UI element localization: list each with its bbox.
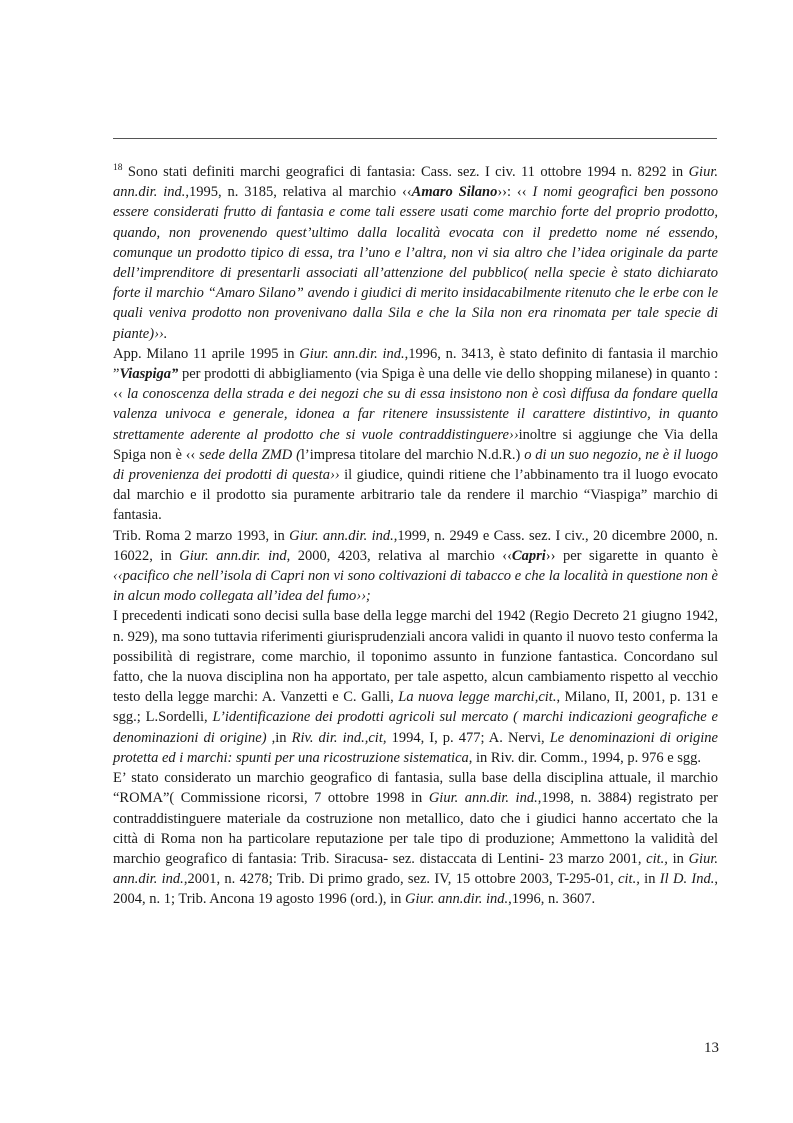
text-run: ‹‹pacifico che nell’isola di Capri non vi sono coltivazioni di tabacco e che la località in questione non è in alcun modo collegata all’idea del fumo››; bbox=[113, 568, 718, 605]
footnote-separator-rule bbox=[113, 138, 717, 139]
text-run: inoltre si aggiunge che Via della Spiga non è ‹‹ bbox=[113, 426, 718, 463]
text-run: E’ stato considerato un marchio geografico di fantasia, sulla base della disciplina attuale, il marchio “ROMA”( Commissione ricorsi, 7 ottobre 1998 in bbox=[113, 770, 718, 807]
text-run: ,in bbox=[271, 729, 292, 746]
text-run: cit., bbox=[646, 850, 668, 867]
text-run: Riv. dir. ind.,cit, bbox=[291, 729, 387, 746]
text-run: Giur. ann.dir. ind. bbox=[289, 527, 394, 544]
page-number: 13 bbox=[704, 1040, 719, 1056]
text-run: sede della ZMD ( bbox=[199, 446, 301, 463]
text-run: Capri bbox=[511, 547, 546, 564]
text-run: ›› per sigarette in quanto è bbox=[545, 547, 718, 564]
text-run: in bbox=[639, 871, 660, 888]
footnote-number: 18 bbox=[113, 163, 123, 174]
footnote-paragraph bbox=[113, 344, 718, 526]
text-run: , in Riv. dir. Comm., 1994, p. 976 e sgg. bbox=[468, 749, 702, 766]
text-run: Amaro Silano bbox=[411, 184, 498, 201]
text-run: Il D. Ind. bbox=[659, 871, 715, 888]
text-run: Giur. ann.dir. ind. bbox=[405, 891, 509, 908]
text-run: Giur. ann.dir. ind. bbox=[428, 790, 538, 807]
text-run: ,2001, n. 4278; Trib. Di primo grado, sez. IV, 15 ottobre 2003, T-295-01, bbox=[183, 871, 619, 888]
text-run: Viaspiga” bbox=[119, 366, 179, 383]
text-run: Le denominazioni di origine protetta ed i marchi: spunti per una ricostruzione sistematica bbox=[113, 729, 718, 766]
text-run: cit., bbox=[618, 871, 640, 888]
text-run: Giur. ann.dir. ind. bbox=[299, 345, 405, 362]
text-run: La nuova legge marchi,cit. bbox=[398, 689, 557, 706]
text-run: 2000, 4203, relativa al marchio ‹‹ bbox=[290, 547, 512, 564]
text-run: ,1999, n. 2949 e Cass. sez. I civ., 20 dicembre 2000, n. 16022, in bbox=[113, 527, 718, 564]
footnote-block bbox=[113, 162, 718, 910]
text-run: I nomi geografici ben possono essere considerati frutto di fantasia e come tali essere usati come marchio forte del proprio prodotto, quando, non provenendo quest’ultimo dalla località evocata con il predetto nome né essendo, comunque un prodotto tipico di essa, tra l’uno e l’altra, non vi sia altro che l’idea originale da parte dell’imprenditore di presentarli associati all’attenzione del pubblico( nella specie è stato dichiarato forte il marchio “Amaro Silano” avendo i giudici di merito insidacabilmente ritenuto che le erbe con le quali veniva prodotto non provenivano dalla Sila e che la Sila non era rinomata per tale specie di piante)››. bbox=[113, 184, 719, 342]
text-run: il giudice, quindi ritiene che l’abbinamento tra il luogo evocato dal marchio e il prodotto sia puramente arbitrario tale da rendere il marchio “Viaspiga” marchio di fantasia. bbox=[113, 467, 718, 524]
text-run: ,1998, n. 3884) registrato per contraddistinguere materiale da costruzione non metallico, dato che i giudici hanno accertato che la città di Roma non ha particolare reputazione per tale tipo di produzione; Ammettono la validità del marchio geografico di fantasia: Trib. Siracusa- sez. distaccata di Lentini- 23 marzo 2001, bbox=[113, 790, 718, 867]
text-run: Giur. ann.dir. ind, bbox=[179, 547, 291, 564]
text-run: , Milano, II, 2001, p. 131 e sgg.; L.Sordelli, bbox=[113, 689, 718, 726]
footnote-paragraph bbox=[113, 768, 718, 909]
footnote-paragraph bbox=[113, 162, 718, 344]
text-run: ››: ‹‹ bbox=[497, 184, 533, 201]
text-run: la conoscenza della strada e dei negozi che su di essa insistono non è così diffusa da fondare quella valenza univoca e generale, idonea a far ritenere insussistente il carattere distintivo, in quanto strettamente aderente al prodotto che si vuole contraddistinguere›› bbox=[113, 386, 718, 443]
text-run: I precedenti indicati sono decisi sulla base della legge marchi del 1942 (Regio Decreto 21 giugno 1942, n. 929), ma sono tuttavia riferimenti giurisprudenziali ancora validi in quanto il nuovo testo conferma la possibilità di registrare, come marchio, il toponimo assunto in funzione fantastica. Concordano sul fatto, che la nuova disciplina non ha apportato, per tale aspetto, alcun cambiamento rispetto al vecchio testo della legge marchi: A. Vanzetti e C. Galli, bbox=[113, 608, 718, 706]
text-run: App. Milano 11 aprile 1995 in bbox=[113, 345, 300, 362]
text-run: l’impresa titolare del marchio N.d.R.) bbox=[300, 446, 525, 463]
text-run: L’identificazione dei prodotti agricoli sul mercato ( marchi indicazioni geografiche e denominazioni di origine) bbox=[113, 709, 718, 746]
text-run: per prodotti di abbigliamento (via Spiga è una delle vie dello shopping milanese) in quanto : ‹‹ bbox=[113, 366, 718, 403]
text-run: o di un suo negozio, ne è il luogo di provenienza dei prodotti di questa›› bbox=[113, 446, 718, 484]
text-run: ,1996, n. 3413, è stato definito di fantasia il marchio ” bbox=[113, 345, 718, 383]
text-run: in bbox=[667, 850, 689, 867]
text-run: Giur. ann.dir. ind. bbox=[113, 164, 718, 201]
text-run: Trib. Roma 2 marzo 1993, in bbox=[113, 527, 290, 544]
footnote-paragraph bbox=[113, 606, 718, 768]
footnote-paragraph bbox=[113, 526, 718, 607]
text-run: 1994, I, p. 477; A. Nervi, bbox=[386, 729, 550, 746]
text-run: ,1995, n. 3185, relativa al marchio ‹‹ bbox=[185, 184, 412, 201]
text-run: Sono stati definiti marchi geografici di fantasia: Cass. sez. I civ. 11 ottobre 1994 n. 8292 in bbox=[122, 164, 689, 180]
text-run: , 2004, n. 1; Trib. Ancona 19 agosto 1996 (ord.), in bbox=[113, 871, 718, 908]
text-run: ,1996, n. 3607. bbox=[508, 891, 596, 908]
text-run: Giur. ann.dir. ind. bbox=[113, 850, 718, 888]
